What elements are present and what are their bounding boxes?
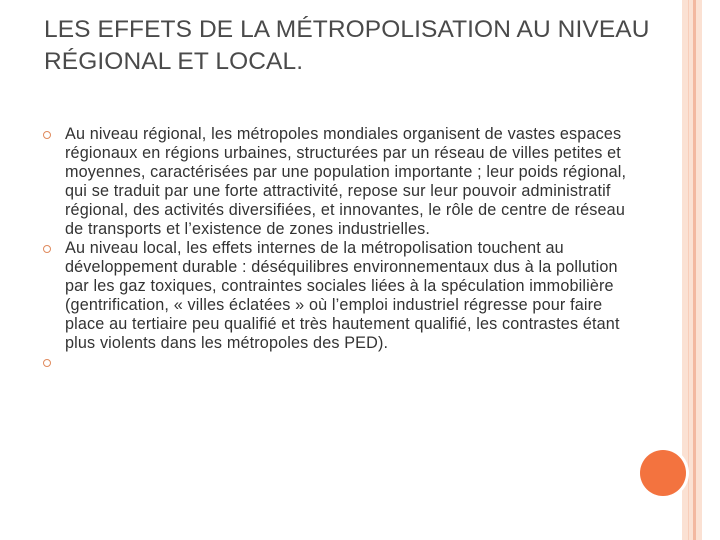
bullet-list [40,125,640,372]
bullet-circle-icon [43,131,51,139]
bullet-item-local [40,239,640,353]
bullet-circle-icon [43,245,51,253]
slide-title: LES EFFETS DE LA MÉTROPOLISATION AU NIVEAU RÉGIONAL ET LOCAL. [44,16,650,75]
side-band-thin-line [688,0,689,540]
side-band-line [693,0,696,540]
bullet-item-empty [40,353,640,372]
side-band [682,0,702,540]
bullet-circle-icon [43,359,51,367]
bullet-item-regional [40,125,640,239]
bullet-text: Au niveau régional, les métropoles mondiales organisent de vastes espaces régionaux en régions urbaines, structurées par un réseau de villes petites et moyennes, caractérisées par une population importante ; leur poids régional, qui se traduit par une forte attractivité, repose sur leur pouvoir administratif régional, des activités diversifiées, et innovantes, le rôle de centre de réseau de transports et l’existence de zones industrielles. [65,125,627,238]
accent-circle-decoration [640,450,686,496]
bullet-text: Au niveau local, les effets internes de la métropolisation touchent au développement durable : déséquilibres environnementaux dus à la pollution par les gaz toxiques, contraintes sociales liées à la spéculation immobilière (gentrification, « villes éclatées » où l’emploi industriel régresse pour faire place au tertiaire peu qualifié et très hautement qualifié, les contrastes étant plus violents dans les métropoles des PED). [65,239,620,352]
bullet-text [65,353,640,372]
